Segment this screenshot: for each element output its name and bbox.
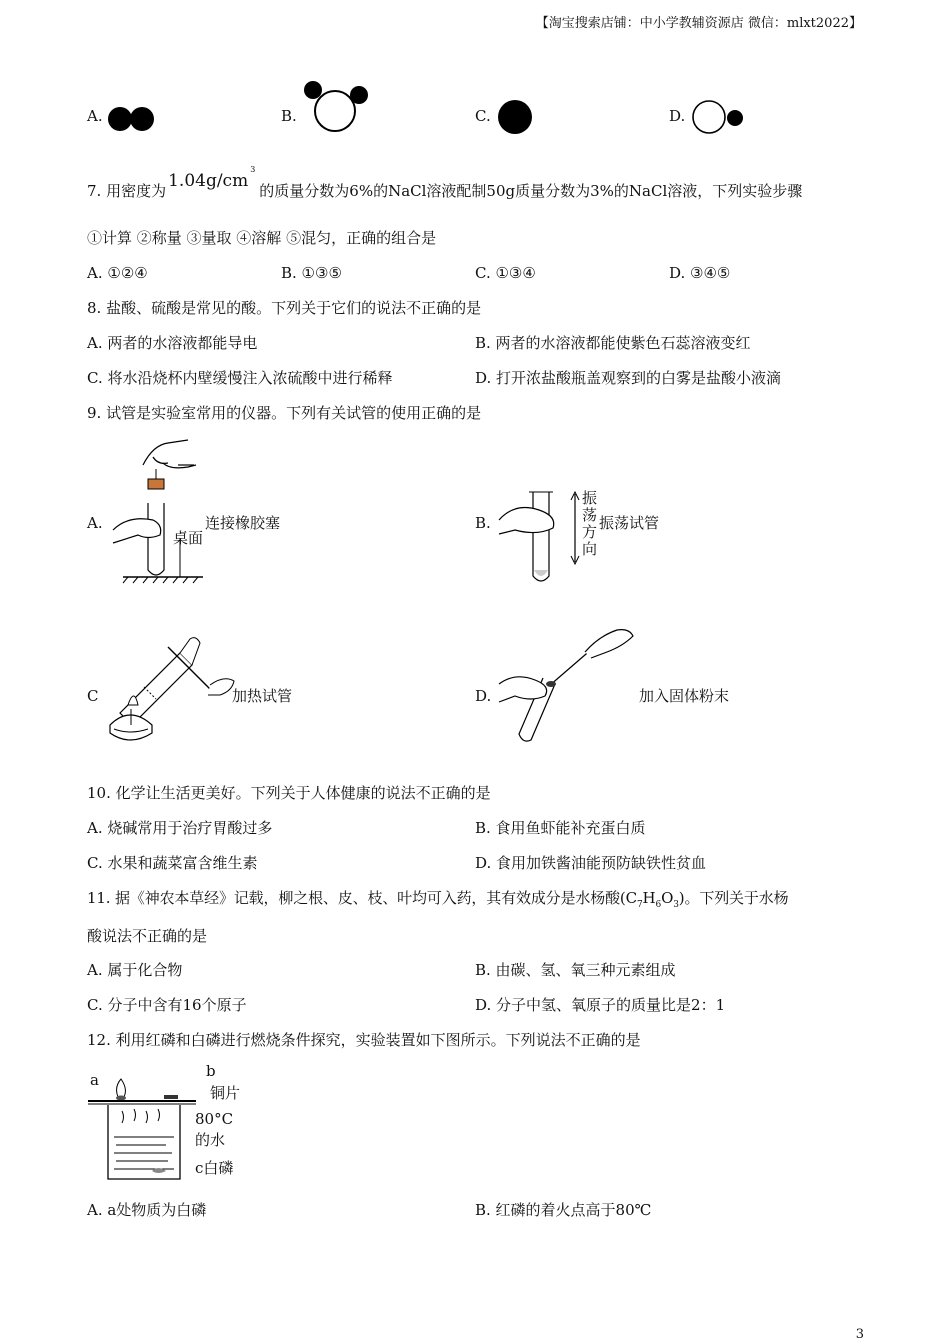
q12-option-b: B. 红磷的着火点高于80℃ <box>475 1201 652 1219</box>
page-number: 3 <box>855 1327 864 1342</box>
q7-option-a: A. ①②④ <box>87 264 148 282</box>
q11-option-b: B. 由碳、氢、氧三种元素组成 <box>475 961 676 979</box>
q9-figure-b-shake <box>495 488 585 588</box>
q8-option-d: D. 打开浓盐酸瓶盖观察到的白雾是盐酸小液滴 <box>475 369 782 387</box>
q10-option-a: A. 烧碱常用于治疗胃酸过多 <box>87 819 273 837</box>
q7-option-c: C. ①③④ <box>475 264 536 282</box>
q12-label-white-phosphorus: c白磷 <box>195 1159 234 1177</box>
q7-density: 1.04g/cm <box>168 171 249 191</box>
q10-option-d: D. 食用加铁酱油能预防缺铁性贫血 <box>475 854 707 872</box>
q8-stem: 8. 盐酸、硫酸是常见的酸。下列关于它们的说法不正确的是 <box>87 299 482 317</box>
q9-option-a-caption: 连接橡胶塞 <box>205 514 281 532</box>
q9-option-d-caption: 加入固体粉末 <box>639 687 730 705</box>
q9-option-a-desk: 桌面 <box>173 529 204 547</box>
q12-label-a: a <box>90 1071 99 1089</box>
q9-option-b-direction: 振 荡 方 向 <box>582 489 598 558</box>
q10-option-b: B. 食用鱼虾能补充蛋白质 <box>475 819 646 837</box>
q11-option-c: C. 分子中含有16个原子 <box>87 996 247 1014</box>
q12-option-a: A. a处物质为白磷 <box>87 1201 207 1219</box>
q9-stem: 9. 试管是实验室常用的仪器。下列有关试管的使用正确的是 <box>87 404 482 422</box>
page-header: 【淘宝搜索店铺：中小学教辅资源店 微信：mlxt2022】 <box>535 16 862 31</box>
q12-label-b: b <box>206 1062 216 1080</box>
q9-option-a-label: A. <box>87 514 103 532</box>
q6-option-a: A. <box>87 107 103 125</box>
q12-apparatus-figure <box>88 1075 198 1187</box>
q12-stem: 12. 利用红磷和白磷进行燃烧条件探究，实验装置如下图所示。下列说法不正确的是 <box>87 1031 641 1049</box>
q12-label-temp: 80°C <box>195 1110 234 1128</box>
q6-molecule-b <box>302 80 372 135</box>
q9-option-d-label: D. <box>475 687 492 705</box>
q12-label-copper: 铜片 <box>210 1084 241 1102</box>
q8-option-a: A. 两者的水溶液都能导电 <box>87 334 258 352</box>
q10-stem: 10. 化学让生活更美好。下列关于人体健康的说法不正确的是 <box>87 784 491 802</box>
q6-molecule-c <box>498 100 534 136</box>
q9-figure-c-heating <box>100 625 240 750</box>
q9-figure-d-powder <box>495 622 640 747</box>
q9-option-b-caption: 振荡试管 <box>599 514 660 532</box>
q7-option-b: B. ①③⑤ <box>281 264 342 282</box>
q11-stem: 11. 据《神农本草经》记载，柳之根、皮、枝、叶均可入药，其有效成分是水杨酸$(C_7H_6O_3)$。下列关于水杨 <box>87 889 789 910</box>
q8-option-c: C. 将水沿烧杯内壁缓慢注入浓硫酸中进行稀释 <box>87 369 393 387</box>
q9-option-c-caption: 加热试管 <box>232 687 293 705</box>
q9-figure-a-stopper <box>108 435 208 585</box>
q6-molecule-d <box>692 100 746 136</box>
q9-option-b-label: B. <box>475 514 491 532</box>
q10-option-c: C. 水果和蔬菜富含维生素 <box>87 854 258 872</box>
q11-option-d: D. 分子中氢、氧原子的质量比是2：1 <box>475 996 726 1014</box>
q6-option-c: C. <box>475 107 491 125</box>
q7-steps: ①计算 ②称量 ③量取 ④溶解 ⑤混匀，正确的组合是 <box>87 229 437 247</box>
q7-option-d: D. ③④⑤ <box>669 264 731 282</box>
q9-option-c-label: C <box>87 687 99 705</box>
q6-option-d: D. <box>669 107 686 125</box>
q7-stem: 7. 用密度为 $1.04g/cm^3$的质量分数为6%的NaCl溶液配制50g质量分数为3%的NaCl溶液，下列实验步骤 <box>87 165 803 200</box>
q11-option-a: A. 属于化合物 <box>87 961 183 979</box>
q11-stem-line2: 酸说法不正确的是 <box>87 927 208 945</box>
q8-option-b: B. 两者的水溶液都能使紫色石蕊溶液变红 <box>475 334 751 352</box>
q6-option-b: B. <box>281 107 297 125</box>
q12-label-water: 的水 <box>195 1131 226 1149</box>
q6-molecule-a <box>108 104 160 134</box>
